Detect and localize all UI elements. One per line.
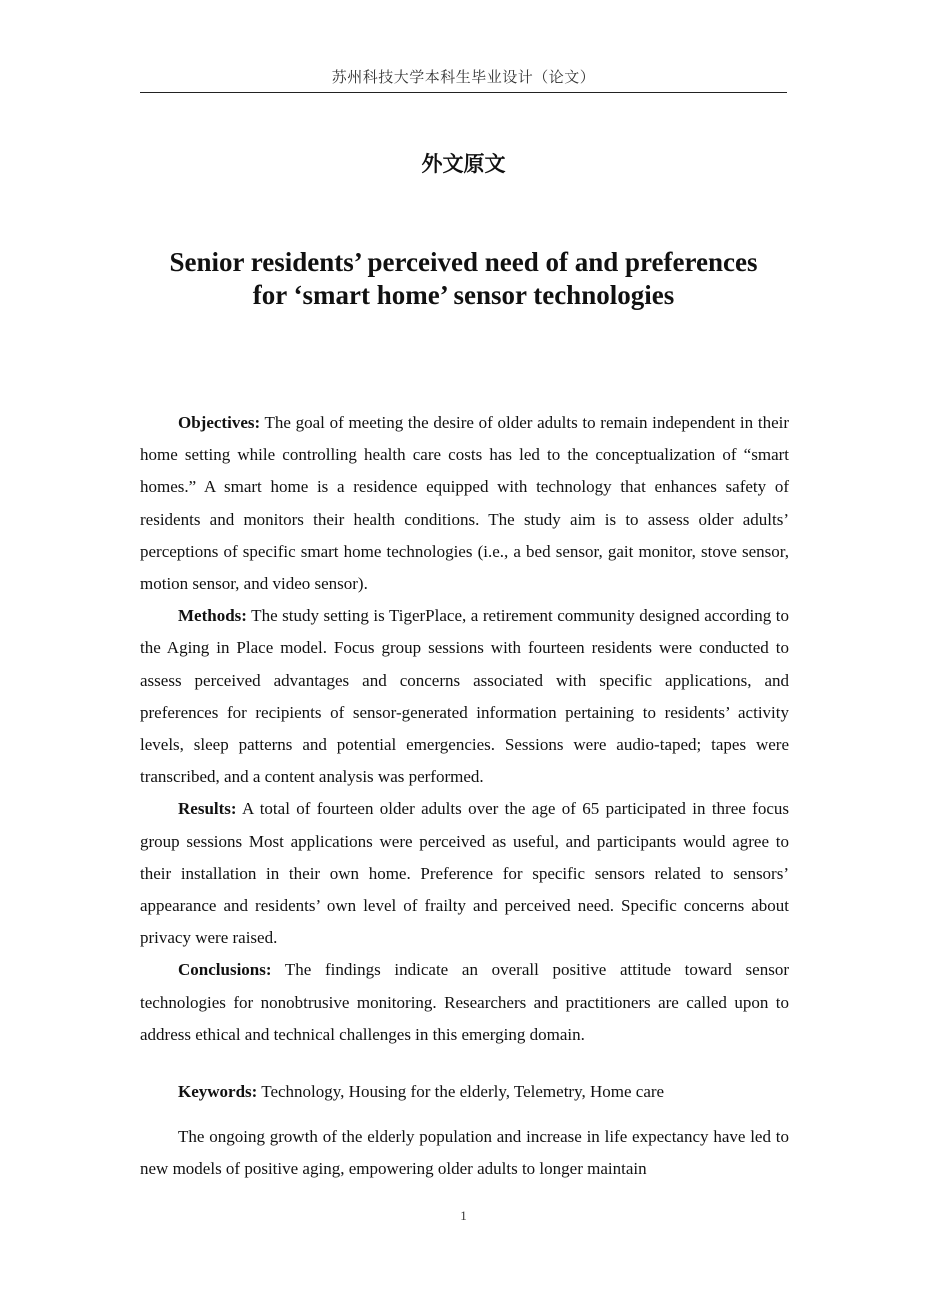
keywords	[140, 1076, 789, 1108]
conclusions-label: Conclusions:	[178, 960, 272, 980]
objectives-label: Objectives:	[178, 413, 261, 432]
intro-section	[140, 1121, 789, 1185]
methods-text: The study setting is TigerPlace, a retirement community designed according to the Aging in Place model. Focus group sessions with fourteen residents were conducted to assess perceived advantages and concerns associated with specific applications, and preferences for recipients of sensor-generated information pertaining to residents’ activity levels, sleep patterns and potential emergencies. Sessions were audio-taped; tapes were transcribed, and a content analysis was performed.	[140, 606, 789, 787]
keywords-label: Keywords:	[178, 1082, 258, 1101]
header-divider	[140, 92, 787, 93]
conclusions-text: The findings indicate an overall positive attitude toward sensor technologies for nonobtrusive monitoring. Researchers and practitioners are called upon to address ethical and technical challenges in this emerging domain.	[140, 960, 789, 1044]
methods-paragraph	[140, 600, 789, 793]
page-header: 苏州科技大学本科生毕业设计（论文）	[331, 70, 596, 86]
results-paragraph	[140, 793, 789, 954]
paper-title-line-1: Senior residents’ perceived need of and preferences	[169, 247, 758, 277]
keywords-text: Technology, Housing for the elderly, Telemetry, Home care	[257, 1082, 665, 1101]
section-title: 外文原文	[421, 152, 506, 176]
page-number: 1	[460, 1208, 467, 1223]
abstract	[140, 407, 789, 1051]
intro-paragraph: The ongoing growth of the elderly population and increase in life expectancy have led to new models of positive aging, empowering older adults to longer maintain	[140, 1127, 789, 1179]
results-label: Results:	[178, 799, 237, 819]
results-text: A total of fourteen older adults over the age of 65 participated in three focus group sessions Most applications were perceived as useful, and participants would agree to their installation in their own home. Preference for specific sensors related to sensors’ appearance and residents’ own level of frailty and perceived need. Specific concerns about privacy were raised.	[140, 799, 789, 948]
objectives-paragraph	[140, 407, 789, 600]
methods-label: Methods:	[178, 606, 247, 626]
paper-title-line-2: for ‘smart home’ sensor technologies	[252, 280, 675, 310]
conclusions-paragraph	[140, 954, 789, 1051]
paper-title	[140, 246, 787, 312]
objectives-text: The goal of meeting the desire of older adults to remain independent in their home setting while controlling health care costs has led to the conceptualization of “smart homes.” A smart home is a residence equipped with technology that enhances safety of residents and monitors their health conditions. The study aim is to assess older adults’ perceptions of specific smart home technologies (i.e., a bed sensor, gait monitor, stove sensor, motion sensor, and video sensor).	[140, 413, 789, 594]
